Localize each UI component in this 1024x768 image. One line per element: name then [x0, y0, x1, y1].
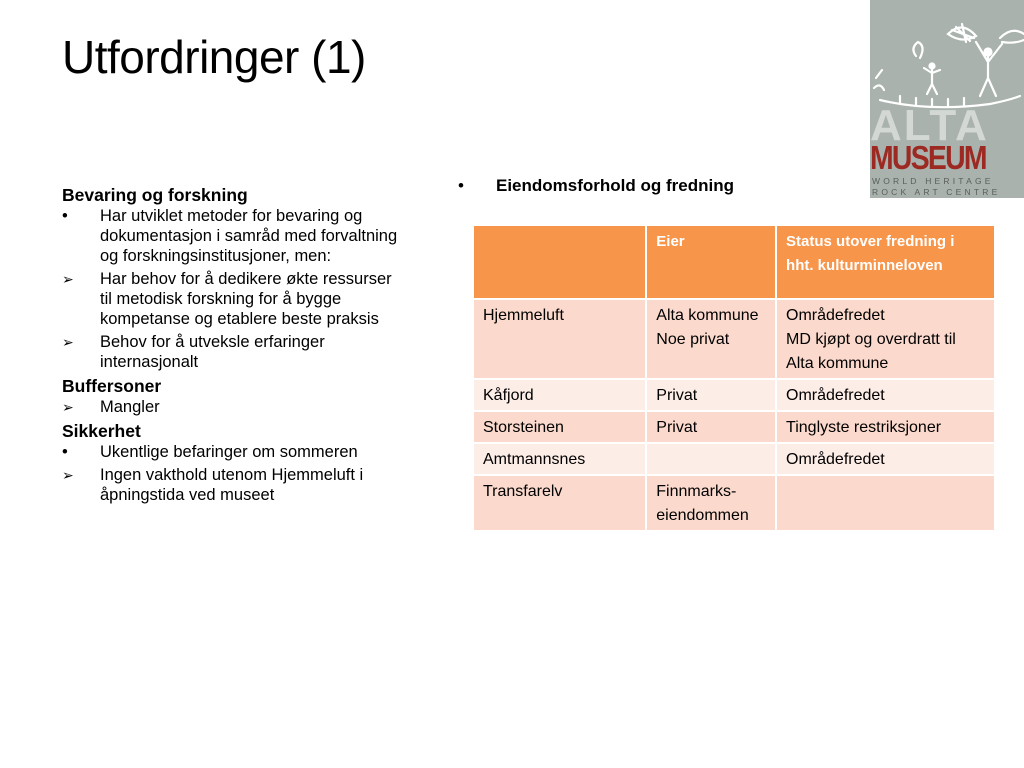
left-column — [62, 182, 402, 508]
cell-site: Hjemmeluft — [473, 299, 646, 379]
logo-subtitle-1: WORLD HERITAGE — [872, 176, 994, 186]
right-bullet-text: Eiendomsforhold og fredning — [496, 176, 734, 195]
list-item — [62, 269, 402, 329]
logo-museum-text: MUSEUM — [870, 139, 986, 176]
cell-owner: Finnmarks-eiendommen — [646, 475, 776, 531]
list-item-text: Ingen vakthold utenom Hjemmeluft i åpningstida ved museet — [100, 466, 364, 504]
cell-status: Tinglyste restriksjoner — [776, 411, 995, 443]
arrow-bullet-icon: ➢ — [62, 467, 74, 483]
logo-alta-text: ALTA — [870, 101, 989, 150]
arrow-bullet-icon: ➢ — [62, 334, 74, 350]
list-item-text: Har behov for å dedikere økte ressurser til metodisk forskning for å bygge kompetanse og etablere beste praksis — [100, 270, 392, 328]
cell-site: Amtmannsnes — [473, 443, 646, 475]
header-cell-owner: Eier — [646, 225, 776, 299]
list-item-text: Ukentlige befaringer om sommeren — [100, 443, 358, 461]
slide-title: Utfordringer (1) — [62, 31, 366, 83]
alta-museum-logo — [870, 0, 1024, 198]
list-item-text: Behov for å utveksle erfaringer internasjonalt — [100, 333, 325, 371]
cell-site: Storsteinen — [473, 411, 646, 443]
header-cell-status: Status utover fredning i hht. kulturminneloven — [776, 225, 995, 299]
arrow-bullet-icon: ➢ — [62, 399, 74, 415]
cell-site: Kåfjord — [473, 379, 646, 411]
table-row — [473, 299, 995, 379]
list-item — [62, 442, 402, 462]
list-item-text: Mangler — [100, 398, 160, 416]
table-row — [473, 379, 995, 411]
cell-line: Alta kommune — [656, 307, 759, 324]
bullet-marker: • — [458, 176, 464, 195]
cell-status — [776, 299, 995, 379]
ownership-table — [472, 224, 996, 532]
bullet-marker: • — [62, 207, 68, 225]
heading-bevaring: Bevaring og forskning — [62, 185, 248, 205]
cell-status: Områdefredet — [776, 379, 995, 411]
right-bullet — [458, 175, 734, 197]
heading-buffersoner: Buffersoner — [62, 376, 162, 396]
cell-owner: Privat — [646, 379, 776, 411]
cell-owner: Privat — [646, 411, 776, 443]
cell-line: MD kjøpt og overdratt til Alta kommune — [786, 331, 956, 372]
table-header-row — [473, 225, 995, 299]
list-item-text: Har utviklet metoder for bevaring og dokumentasjon i samråd med forvaltning og forskningsinstitusjoner, men: — [100, 207, 398, 265]
cell-owner — [646, 299, 776, 379]
cell-status: Områdefredet — [776, 443, 995, 475]
cell-line: Områdefredet — [786, 307, 885, 324]
heading-sikkerhet: Sikkerhet — [62, 421, 141, 441]
table-row — [473, 475, 995, 531]
cell-status — [776, 475, 995, 531]
cell-site: Transfarelv — [473, 475, 646, 531]
cell-line: Noe privat — [656, 331, 730, 348]
list-item — [62, 465, 402, 505]
table-row — [473, 411, 995, 443]
list-item — [62, 397, 402, 417]
list-item — [62, 332, 402, 372]
logo-subtitle-2: ROCK ART CENTRE — [872, 187, 1001, 197]
table-row — [473, 443, 995, 475]
arrow-bullet-icon: ➢ — [62, 271, 74, 287]
bullet-marker: • — [62, 443, 68, 461]
header-cell-site — [473, 225, 646, 299]
cell-owner — [646, 443, 776, 475]
list-item — [62, 206, 402, 266]
